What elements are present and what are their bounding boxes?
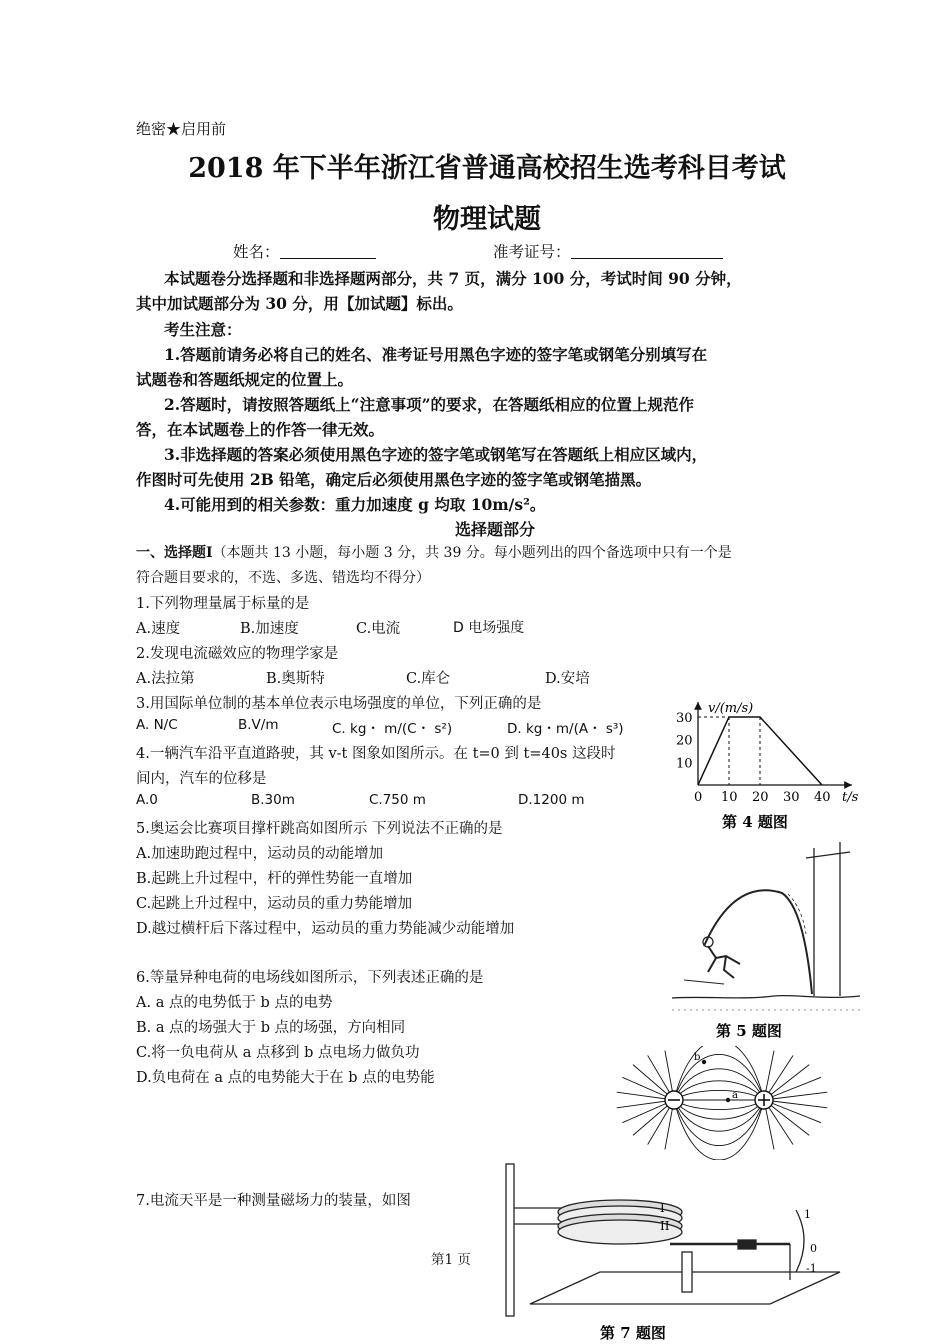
fig6-point-b <box>702 1060 706 1064</box>
fig6-field-line <box>674 1100 764 1110</box>
fig7-pivot <box>682 1252 692 1292</box>
q2-option-a[interactable]: A.法拉第 <box>136 671 195 687</box>
fig4-y-ticks <box>676 711 693 771</box>
fig7-scale-mid: 0 <box>810 1242 817 1255</box>
notice-3a: 3.非选择题的答案必须使用黑色字迹的签字笔或钢笔写在答题纸上相应区域内， <box>164 445 708 464</box>
fig4-caption: 第 4 题图 <box>722 813 788 831</box>
q3-option-d[interactable]: D. kg・m/(A・ s³) <box>507 721 624 737</box>
fig6-label-a: a <box>732 1090 738 1101</box>
notice-4: 4.可能用到的相关参数：重力加速度 g 均取 10m/s²。 <box>164 495 546 514</box>
q5-option-c[interactable]: C.起跳上升过程中，运动员的重力势能增加 <box>136 896 413 912</box>
q4-stem: 4.一辆汽车沿平直道路驶，其 v-t 图象如图所示。在 t=0 到 t=40s 这段时 <box>136 746 616 762</box>
id-label: 准考证号： <box>493 243 571 261</box>
q3-stem: 3.用国际单位制的基本单位表示电场强度的单位，下列正确的是 <box>136 696 542 712</box>
q1-option-c[interactable]: C.电流 <box>356 621 401 637</box>
q1-option-b[interactable]: B.加速度 <box>240 621 299 637</box>
fig5-pole-vault <box>664 838 860 1046</box>
section-heading: 选择题部分 <box>455 520 536 539</box>
fig7-coil-2-label: II <box>660 1219 670 1233</box>
fig4-vt-chart <box>664 696 860 836</box>
fig6-line-group <box>617 1046 827 1160</box>
q5-stem: 5.奥运会比赛项目撑杆跳高如图所示 下列说法不正确的是 <box>136 821 503 837</box>
q2-stem: 2.发现电流磁效应的物理学家是 <box>136 646 339 662</box>
part-desc-2: 符合题目要求的，不选、多选、错选均不得分） <box>136 570 430 586</box>
fig6-label-b: b <box>694 1052 701 1063</box>
fig4-x-ticks <box>694 790 831 805</box>
fig6-field-line <box>674 1054 764 1100</box>
q6-option-d[interactable]: D.负电荷在 a 点的电势能大于在 b 点的电势能 <box>136 1070 435 1086</box>
id-field[interactable] <box>493 240 723 262</box>
fig4-y-tick: 20 <box>676 733 693 749</box>
q4-option-a[interactable]: A.0 <box>136 792 158 808</box>
fig6-field-line <box>674 1100 764 1146</box>
notice-heading: 考生注意： <box>164 320 242 339</box>
part-intro <box>136 542 732 562</box>
q1-stem: 1.下列物理量属于标量的是 <box>136 596 310 612</box>
fig4-y-tick: 10 <box>676 756 693 772</box>
intro-line-1: 本试题卷分选择题和非选择题两部分，共 7 页，满分 100 分，考试时间 90 分钟， <box>164 269 742 288</box>
q5-option-a[interactable]: A.加速助跑过程中，运动员的动能增加 <box>136 846 384 862</box>
name-label: 姓名： <box>233 243 280 261</box>
id-blank[interactable] <box>571 240 723 259</box>
name-blank[interactable] <box>280 240 376 259</box>
fig4-y-tick: 30 <box>676 711 693 726</box>
q3-option-c[interactable]: C. kg・ m/(C・ s²) <box>332 721 453 737</box>
fig4-xlabel: t/s <box>842 790 859 805</box>
confidential-mark: 绝密★启用前 <box>136 120 227 138</box>
q4-option-d[interactable]: D.1200 m <box>518 792 585 808</box>
notice-2b: 答，在本试题卷上的作答一律无效。 <box>136 420 385 439</box>
fig4-x-tick: 20 <box>752 790 769 805</box>
fig5-pole <box>704 890 812 994</box>
q4-option-c[interactable]: C.750 m <box>369 792 426 808</box>
fig5-ground <box>672 996 860 998</box>
exam-subject: 物理试题 <box>433 204 541 235</box>
fig6-field-lines <box>610 1046 836 1160</box>
fig7-scale-top: 1 <box>804 1208 811 1221</box>
notice-1b: 试题卷和答题纸规定的位置上。 <box>136 370 354 389</box>
notice-3b: 作图时可先使用 2B 铅笔，确定后必须使用黑色字迹的签字笔或钢笔描黑。 <box>136 470 652 489</box>
fig7-caption: 第 7 题图 <box>600 1324 666 1342</box>
q2-option-c[interactable]: C.库仑 <box>406 671 451 687</box>
q1-option-d[interactable]: D 电场强度 <box>453 620 525 636</box>
fig7-weight <box>738 1240 756 1249</box>
fig5-crossbar <box>806 852 850 858</box>
fig4-guide-lines <box>698 717 760 785</box>
q4-stem-2: 间内，汽车的位移是 <box>136 771 267 787</box>
q3-option-a[interactable]: A. N/C <box>136 717 178 733</box>
exam-title: 2018 年下半年浙江省普通高校招生选考科目考试 <box>188 153 786 184</box>
q3-option-b[interactable]: B.V/m <box>238 717 279 733</box>
page-number: 第1 页 <box>431 1252 471 1268</box>
notice-2a: 2.答题时，请按照答题纸上“注意事项”的要求，在答题纸相应的位置上规范作 <box>164 395 695 414</box>
fig4-series-line <box>698 717 822 785</box>
q1-option-a[interactable]: A.速度 <box>136 621 181 637</box>
fig4-x-tick: 10 <box>721 790 738 805</box>
notice-1a: 1.答题前请务必将自己的姓名、准考证号用黑色字迹的签字笔或钢笔分别填写在 <box>164 345 708 364</box>
fig5-caption: 第 5 题图 <box>716 1022 782 1040</box>
fig5-athlete <box>708 946 740 978</box>
fig7-current-balance <box>470 1160 850 1344</box>
fig7-scale-bot: -1 <box>806 1262 817 1275</box>
fig6-field-line <box>674 1100 764 1160</box>
q6-option-b[interactable]: B. a 点的场强大于 b 点的场强，方向相同 <box>136 1020 406 1036</box>
part-label: 一、选择题Ⅰ <box>136 545 213 561</box>
part-desc: （本题共 13 小题，每小题 3 分，共 39 分。每小题列出的四个备选项中只有一个是 <box>212 545 732 561</box>
q4-option-b[interactable]: B.30m <box>251 792 295 808</box>
fig4-ylabel: v/(m/s) <box>708 701 754 716</box>
fig7-coil-1-label: I <box>660 1201 665 1215</box>
q6-option-c[interactable]: C.将一负电荷从 a 点移到 b 点电场力做负功 <box>136 1045 420 1061</box>
q5-option-d[interactable]: D.越过横杆后下落过程中，运动员的重力势能减少动能增加 <box>136 921 515 937</box>
q2-option-d[interactable]: D.安培 <box>545 671 590 687</box>
fig4-x-tick: 40 <box>814 790 831 805</box>
name-field[interactable] <box>233 240 376 262</box>
fig7-stand <box>506 1164 514 1316</box>
intro-line-2: 其中加试题部分为 30 分，用【加试题】标出。 <box>136 294 463 313</box>
fig4-x-tick: 30 <box>783 790 800 805</box>
fig6-field-line <box>674 1090 764 1100</box>
q5-option-b[interactable]: B.起跳上升过程中，杆的弹性势能一直增加 <box>136 871 413 887</box>
q6-option-a[interactable]: A. a 点的电势低于 b 点的电势 <box>136 995 333 1011</box>
fig4-x-tick: 0 <box>694 790 703 805</box>
fig6-point-a <box>726 1098 730 1102</box>
q7-stem: 7.电流天平是一种测量磁场力的装量，如图 <box>136 1193 411 1209</box>
q2-option-b[interactable]: B.奥斯特 <box>266 671 325 687</box>
q6-stem: 6.等量异种电荷的电场线如图所示，下列表述正确的是 <box>136 970 484 986</box>
fig7-scale <box>796 1210 804 1272</box>
